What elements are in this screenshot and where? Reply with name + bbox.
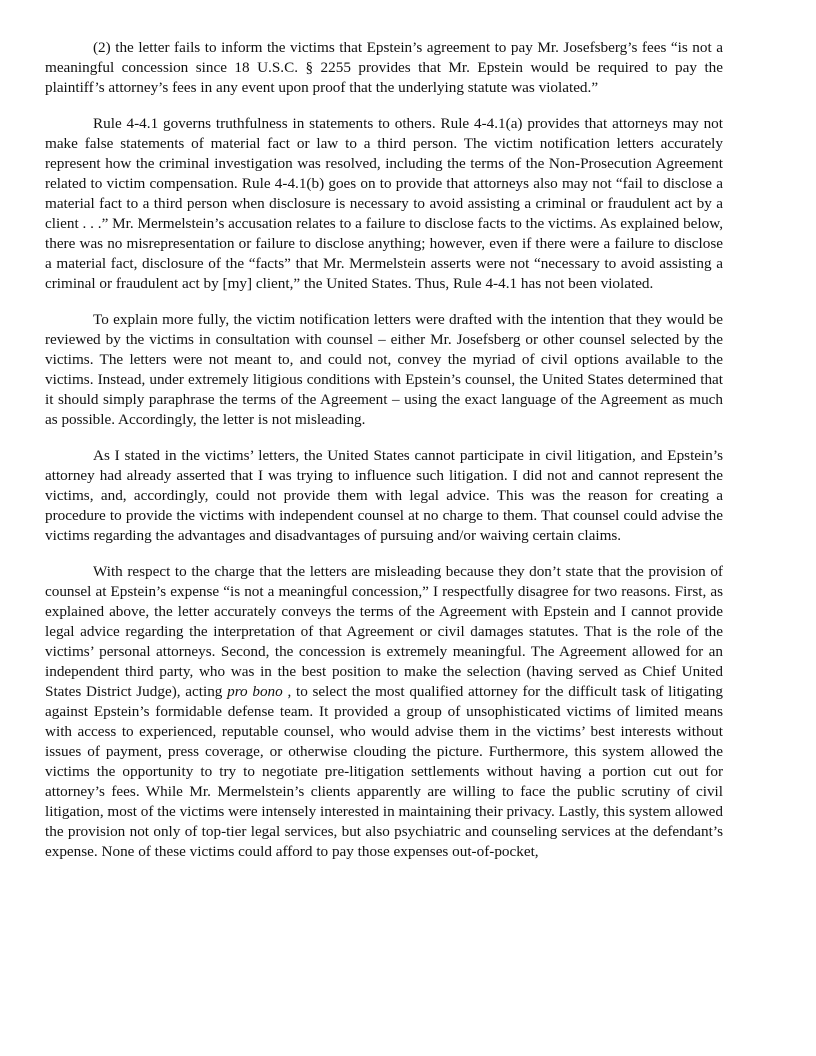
- paragraph-text-before: With respect to the charge that the letters are misleading because they don’t state that the provision of counsel at Epstein’s expense “is not a meaningful concession,” I respectfully disagree for two reasons. First, as explained above, the letter accurately conveys the terms of the Agreement with Epstein and I cannot provide legal advice regarding the interpretation of that Agreement or civil damages statutes. That is the role of the victims’ personal attorneys. Second, the concession is extremely meaningful. The Agreement allowed for an independent third party, who was in the best position to make the selection (having served as Chief United States District Judge), acting: [45, 563, 723, 700]
- paragraph-letter-failure: [45, 38, 723, 98]
- paragraph-meaningful-concession: [45, 562, 723, 862]
- paragraph-text: (2) the letter fails to inform the victims that Epstein’s agreement to pay Mr. Josefsberg’s fees “is not a meaningful concession since 18 U.S.C. § 2255 provides that Mr. Epstein would be required to pay the plaintiff’s attorney’s fees in any event upon proof that the underlying statute was violated.”: [45, 39, 723, 96]
- paragraph-text: Rule 4-4.1 governs truthfulness in statements to others. Rule 4-4.1(a) provides that attorneys may not make false statements of material fact or law to a third person. The victim notification letters accurately represent how the criminal investigation was resolved, including the terms of the Non-Prosecution Agreement related to victim compensation. Rule 4-4.1(b) goes on to provide that attorneys also may not “fail to disclose a material fact to a third person when disclosure is necessary to avoid assisting a criminal or fraudulent act by a client . . .” Mr. Mermelstein’s accusation relates to a failure to disclose facts to the victims. As explained below, there was no misrepresentation or failure to disclose anything; however, even if there were a failure to disclose a material fact, disclosure of the “facts” that Mr. Mermelstein asserts were not “necessary to avoid assisting a criminal or fraudulent act by [my] client,” the United States. Thus, Rule 4-4.1 has not been violated.: [45, 115, 723, 292]
- paragraph-civil-litigation: [45, 446, 723, 546]
- paragraph-text: To explain more fully, the victim notification letters were drafted with the intention that they would be reviewed by the victims in consultation with counsel – either Mr. Josefsberg or other counsel selected by the victims. The letters were not meant to, and could not, convey the myriad of civil options available to the victims. Instead, under extremely litigious conditions with Epstein’s counsel, the United States determined that it should simply paraphrase the terms of the Agreement – using the exact language of the Agreement as much as possible. Accordingly, the letter is not misleading.: [45, 311, 723, 428]
- pro-bono-italic: pro bono: [227, 683, 283, 700]
- paragraph-text: As I stated in the victims’ letters, the United States cannot participate in civil litigation, and Epstein’s attorney had already asserted that I was trying to influence such litigation. I did not and cannot represent the victims, and, accordingly, could not provide them with legal advice. This was the reason for creating a procedure to provide the victims with independent counsel at no charge to them. That counsel could advise the victims regarding the advantages and disadvantages of pursuing and/or waiving certain claims.: [45, 447, 723, 544]
- document-page: [45, 38, 723, 878]
- paragraph-explain-more-fully: [45, 310, 723, 430]
- paragraph-text-after: , to select the most qualified attorney for the difficult task of litigating against Epstein’s formidable defense team. It provided a group of unsophisticated victims of limited means with access to experienced, reputable counsel, who would advise them in the victims’ best interests without issues of payment, press coverage, or otherwise clouding the picture. Furthermore, this system allowed the victims the opportunity to try to negotiate pre-litigation settlements without having a portion cut out for attorney’s fees. While Mr. Mermelstein’s clients apparently are willing to face the public scrutiny of civil litigation, most of the victims were intensely interested in maintaining their privacy. Lastly, this system allowed the provision not only of top-tier legal services, but also psychiatric and counseling services at the defendant’s expense. None of these victims could afford to pay those expenses out-of-pocket,: [45, 683, 723, 860]
- paragraph-rule-4-4-1: [45, 114, 723, 294]
